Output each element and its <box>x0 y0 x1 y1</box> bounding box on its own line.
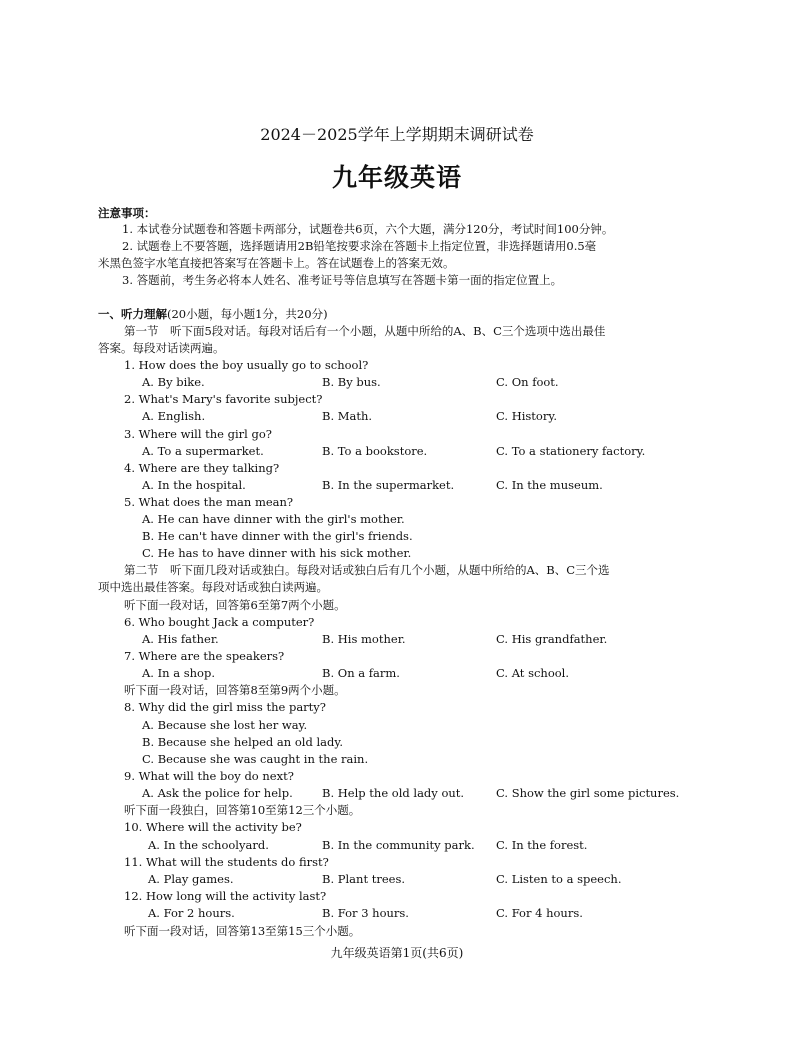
question-text: 9. What will the boy do next? <box>124 769 294 783</box>
option-c: C. He has to have dinner with his sick mother. <box>142 546 412 560</box>
question-text: 8. Why did the girl miss the party? <box>124 700 326 714</box>
option-a: A. English. <box>142 409 206 423</box>
question-text: 12. How long will the activity last? <box>124 889 327 903</box>
option-b: B. On a farm. <box>322 666 400 680</box>
note-item: 1. 本试卷分试题卷和答题卡两部分，试题卷共6页，六个大题，满分120分，考试时间100分钟。 <box>122 222 614 236</box>
option-a: A. Play games. <box>148 872 234 886</box>
question-text: 4. Where are they talking? <box>124 461 280 475</box>
part1-heading-bold: 一、听力理解 <box>98 307 167 321</box>
option-a: A. His father. <box>142 632 219 646</box>
option-b: B. His mother. <box>322 632 406 646</box>
option-a: A. By bike. <box>142 375 205 389</box>
question-text: 7. Where are the speakers? <box>124 649 285 663</box>
option-a: A. In a shop. <box>142 666 215 680</box>
option-c: C. History. <box>496 409 557 423</box>
option-c: C. For 4 hours. <box>496 906 583 920</box>
question-text: 10. Where will the activity be? <box>124 820 302 834</box>
listening-intro: 听下面一段独白，回答第10至第12三个小题。 <box>124 803 361 817</box>
subject-title: 九年级英语 <box>331 163 462 192</box>
option-c: C. At school. <box>496 666 570 680</box>
question-text: 2. What's Mary's favorite subject? <box>124 392 323 406</box>
section2-instruction-cont: 项中选出最佳答案。每段对话或独白读两遍。 <box>98 580 328 594</box>
note-item: 2. 试题卷上不要答题，选择题请用2B铅笔按要求涂在答题卡上指定位置，非选择题请用0.5毫 <box>122 239 597 253</box>
option-b: B. Because she helped an old lady. <box>142 735 343 749</box>
option-c: C. In the museum. <box>496 478 603 492</box>
note-item: 3. 答题前，考生务必将本人姓名、准考证号等信息填写在答题卡第一面的指定位置上。 <box>122 273 563 287</box>
section1-instruction-cont: 答案。每段对话读两遍。 <box>98 341 225 355</box>
section2-instruction: 第二节 听下面几段对话或独白。每段对话或独白后有几个小题，从题中所给的A、B、C三个选 <box>124 563 610 577</box>
option-a: A. Because she lost her way. <box>142 718 308 732</box>
note-item: 米黑色签字水笔直接把答案写在答题卡上。答在试题卷上的答案无效。 <box>98 256 455 270</box>
option-a: A. In the hospital. <box>142 478 246 492</box>
option-b: B. Help the old lady out. <box>322 786 465 800</box>
option-b: B. In the supermarket. <box>322 478 455 492</box>
option-c: C. His grandfather. <box>496 632 608 646</box>
option-c: C. Show the girl some pictures. <box>496 786 680 800</box>
listening-intro: 听下面一段对话，回答第8至第9两个小题。 <box>124 683 346 697</box>
option-a: A. In the schoolyard. <box>148 838 269 852</box>
question-text: 11. What will the students do first? <box>124 855 329 869</box>
page-footer: 九年级英语第1页(共6页) <box>330 946 464 960</box>
option-a: A. He can have dinner with the girl's mother. <box>142 512 405 526</box>
option-c: C. To a stationery factory. <box>496 444 646 458</box>
question-text: 1. How does the boy usually go to school? <box>124 358 369 372</box>
listening-intro: 听下面一段对话，回答第6至第7两个小题。 <box>124 598 346 612</box>
part1-heading-rest: (20小题，每小题1分，共20分) <box>167 307 328 321</box>
question-text: 6. Who bought Jack a computer? <box>124 615 315 629</box>
question-text: 3. Where will the girl go? <box>124 427 272 441</box>
option-b: B. By bus. <box>322 375 381 389</box>
notes-heading: 注意事项： <box>98 206 156 220</box>
option-a: A. For 2 hours. <box>148 906 235 920</box>
option-c: C. In the forest. <box>496 838 588 852</box>
option-a: A. To a supermarket. <box>142 444 264 458</box>
option-b: B. For 3 hours. <box>322 906 409 920</box>
option-c: C. On foot. <box>496 375 559 389</box>
option-b: B. To a bookstore. <box>322 444 428 458</box>
option-b: B. In the community park. <box>322 838 475 852</box>
part1-heading <box>98 307 328 321</box>
section1-instruction: 第一节 听下面5段对话。每段对话后有一个小题，从题中所给的A、B、C三个选项中选出最佳 <box>124 324 606 338</box>
option-b: B. Plant trees. <box>322 872 406 886</box>
exam-title: 2024－2025学年上学期期末调研试卷 <box>260 125 534 144</box>
listening-intro: 听下面一段对话，回答第13至第15三个小题。 <box>124 924 361 938</box>
option-c: C. Listen to a speech. <box>496 872 622 886</box>
option-b: B. He can't have dinner with the girl's friends. <box>142 529 413 543</box>
option-b: B. Math. <box>322 409 373 423</box>
question-text: 5. What does the man mean? <box>124 495 294 509</box>
option-c: C. Because she was caught in the rain. <box>142 752 369 766</box>
option-a: A. Ask the police for help. <box>142 786 293 800</box>
